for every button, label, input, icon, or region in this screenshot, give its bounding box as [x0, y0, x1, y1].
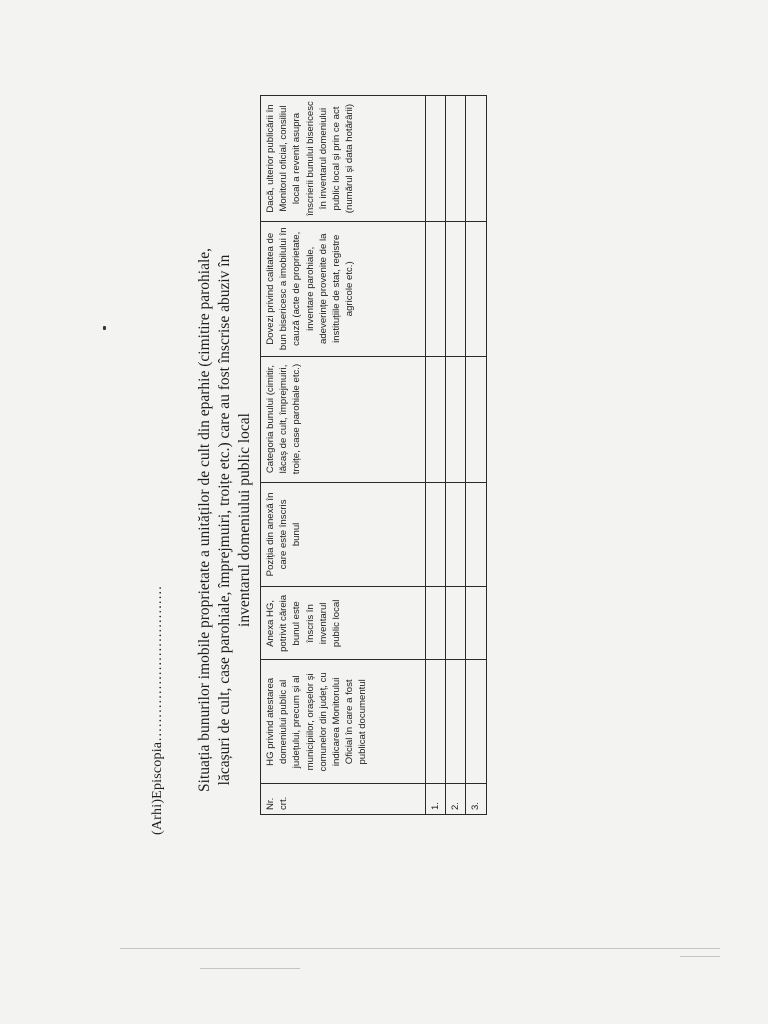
- table-cell: [466, 660, 486, 784]
- table-cell: [446, 222, 466, 356]
- diocese-header: [150, 586, 166, 835]
- table-cell: [446, 660, 466, 784]
- table-cell: [446, 356, 466, 482]
- table-cell: [466, 222, 486, 356]
- table-cell: [426, 96, 446, 222]
- table-row: [446, 96, 466, 815]
- col-dovezi: Dovezi privind calitatea de bun bisericesc a imobilului în cauză (acte de proprietate, inventare parohiale, adeverințe provenite de la instituțiile de stat, registre agricole etc.): [261, 222, 426, 356]
- table-cell: [466, 96, 486, 222]
- table-cell: [426, 587, 446, 660]
- table-cell: [426, 222, 446, 356]
- table-row: [466, 96, 486, 815]
- table-cell: [426, 356, 446, 482]
- table-cell: [466, 356, 486, 482]
- ink-dot: [103, 326, 106, 330]
- table-cell: [446, 482, 466, 587]
- table-cell: [466, 587, 486, 660]
- col-hg: HG privind atestarea domeniului public al județului, precum și al municipiilor, orașelor și comunelor din județ, cu indicarea Monitorului Oficial în care a fost publicat documentul: [261, 660, 426, 784]
- row-number: 3.: [466, 784, 486, 815]
- property-table: [260, 95, 487, 815]
- diocese-label: (Arhi)Episcopia: [150, 741, 165, 835]
- col-revenire: Dacă, ulterior publicării în Monitorul oficial, consiliul local a revenit asupra înscrierii bunului bisericesc în inventarul domeniului public local și prin ce act (numărul și data hotărârii): [261, 96, 426, 222]
- col-nr-crt: Nr. crt.: [261, 784, 426, 815]
- col-pozitia: Poziția din anexă în care este înscris bunul: [261, 482, 426, 587]
- col-categoria: Categoria bunului (cimitir, lăcaș de cult, împrejmuiri, troițe, case parohiale etc.): [261, 356, 426, 482]
- table-header-row: [261, 96, 426, 815]
- table-row: [426, 96, 446, 815]
- table-cell: [466, 482, 486, 587]
- rotated-document: [110, 101, 550, 1024]
- table-cell: [446, 96, 466, 222]
- table-cell: [426, 660, 446, 784]
- document-title: Situația bunurilor imobile proprietate a unităților de cult din eparhie (cimitire parohiale, lăcașuri de cult, case parohiale, împrejmuiri, troițe etc.) care au fost înscrise abuziv în inventarul domeniului public local: [196, 247, 253, 793]
- table-cell: [426, 482, 446, 587]
- row-number: 1.: [426, 784, 446, 815]
- scan-artifact-line: [680, 956, 720, 957]
- col-anexa: Anexa HG, potrivit căreia bunul este înscris în inventarul public local: [261, 587, 426, 660]
- row-number: 2.: [446, 784, 466, 815]
- fill-in-dots: ……………………………: [150, 585, 165, 742]
- table-cell: [446, 587, 466, 660]
